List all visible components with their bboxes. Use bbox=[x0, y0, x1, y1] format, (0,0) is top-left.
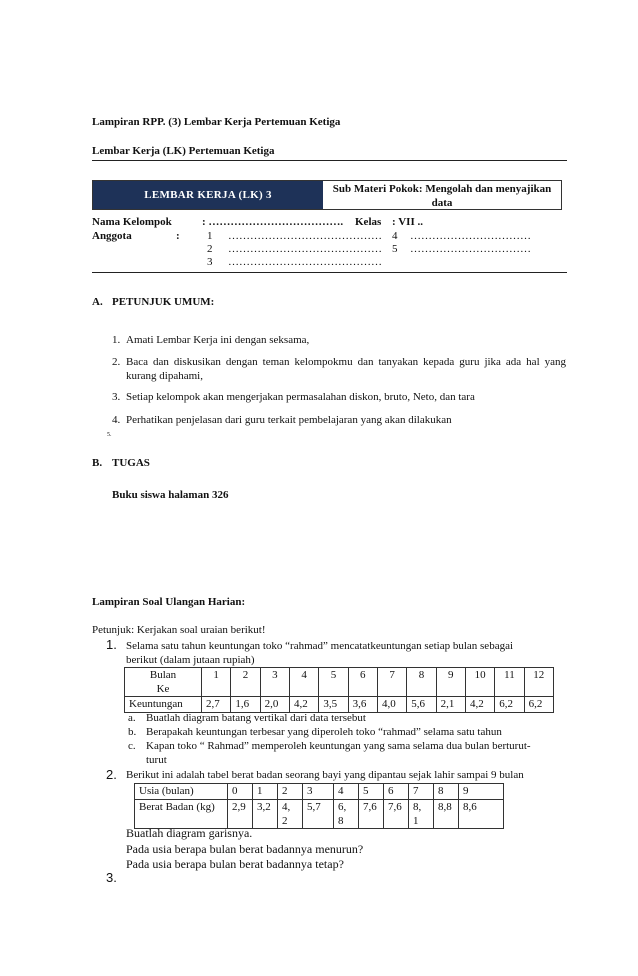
q1-sub-c-text2: turut bbox=[146, 754, 167, 766]
lk-banner-submateri bbox=[323, 181, 561, 209]
q1-value: 2,0 bbox=[260, 697, 289, 713]
q1-sub-c-text: Kapan toko “ Rahmad” memperoleh keuntungan yang sama selama dua bulan berturut- bbox=[146, 740, 531, 752]
q2-age: 7 bbox=[409, 784, 434, 800]
q1-month: 8 bbox=[407, 668, 436, 697]
q1-keuntungan-label: Keuntungan bbox=[125, 697, 202, 713]
member-4-dots: …………………………… bbox=[410, 230, 531, 242]
q1-value: 3,5 bbox=[319, 697, 348, 713]
q1-month: 10 bbox=[465, 668, 494, 697]
q2-weight: 6, 8 bbox=[334, 800, 359, 829]
q1-table bbox=[124, 667, 554, 713]
q2-berat-label: Berat Badan (kg) bbox=[135, 800, 228, 829]
petunjuk-item-4-text: Perhatikan penjelasan dari guru terkait pembelajaran yang akan dilakukan bbox=[126, 414, 452, 426]
q2-age: 6 bbox=[384, 784, 409, 800]
q2-table bbox=[134, 783, 504, 829]
section-a-letter: A. bbox=[92, 296, 103, 308]
q1-sub-a-text: Buatlah diagram batang vertikal dari data tersebut bbox=[146, 712, 366, 724]
q2-age: 8 bbox=[434, 784, 459, 800]
q2-weight: 2,9 bbox=[228, 800, 253, 829]
petunjuk-item-2-text: Baca dan diskusikan dengan teman kelompokmu dan tanyakan kepada guru jika ada hal yang bbox=[126, 356, 566, 368]
q1-sub-c-letter: c. bbox=[128, 740, 136, 752]
q2-question-b: Pada usia berapa bulan berat badannya menurun? bbox=[126, 842, 364, 856]
nama-kelompok-label: Nama Kelompok bbox=[92, 216, 172, 228]
q1-sub-b-letter: b. bbox=[128, 726, 137, 738]
lk-banner bbox=[92, 180, 562, 210]
q1-month: 1 bbox=[202, 668, 231, 697]
member-5-dots: …………………………… bbox=[410, 243, 531, 255]
petunjuk-item-1-num: 1. bbox=[112, 334, 121, 346]
q2-weight: 4, 2 bbox=[278, 800, 303, 829]
q2-weight: 3,2 bbox=[253, 800, 278, 829]
member-2-dots: …………………………………… bbox=[228, 243, 382, 255]
petunjuk-item-3-num: 3. bbox=[112, 391, 121, 403]
soal-title: Lampiran Soal Ulangan Harian: bbox=[92, 596, 246, 608]
q1-bulan-label: Bulan Ke bbox=[125, 668, 202, 697]
q2-weight: 7,6 bbox=[384, 800, 409, 829]
q3-num: 3. bbox=[106, 870, 117, 885]
q1-value: 2,1 bbox=[436, 697, 465, 713]
q1-value: 3,6 bbox=[348, 697, 377, 713]
nama-kelompok-value: : ………………………………. bbox=[202, 216, 344, 228]
q1-month: 2 bbox=[231, 668, 260, 697]
petunjuk-item-1-text: Amati Lembar Kerja ini dengan seksama, bbox=[126, 334, 310, 346]
kelas-value: : VII .. bbox=[392, 216, 423, 228]
q1-month: 7 bbox=[377, 668, 406, 697]
header-divider bbox=[92, 160, 567, 161]
submateri-line1: Sub Materi Pokok: Mengolah dan menyajikan bbox=[332, 183, 552, 195]
q1-month: 4 bbox=[289, 668, 318, 697]
q2-weight: 8, 1 bbox=[409, 800, 434, 829]
page-subtitle: Lembar Kerja (LK) Pertemuan Ketiga bbox=[92, 145, 275, 157]
petunjuk-item-2-num: 2. bbox=[112, 356, 121, 368]
member-3-dots: …………………………………… bbox=[228, 256, 382, 268]
anggota-label: Anggota bbox=[92, 230, 132, 242]
section-b-text: Buku siswa halaman 326 bbox=[112, 489, 229, 501]
q1-value: 1,6 bbox=[231, 697, 260, 713]
q2-line1: Berikut ini adalah tabel berat badan seorang bayi yang dipantau sejak lahir sampai 9 bulan bbox=[126, 769, 524, 781]
q1-month: 6 bbox=[348, 668, 377, 697]
group-divider bbox=[92, 272, 567, 273]
q2-age: 1 bbox=[253, 784, 278, 800]
q2-weight: 8,8 bbox=[434, 800, 459, 829]
member-1-dots: …………………………………… bbox=[228, 230, 382, 242]
lk-banner-title: LEMBAR KERJA (LK) 3 bbox=[93, 181, 323, 209]
q2-weight: 7,6 bbox=[359, 800, 384, 829]
q1-line2: berikut (dalam jutaan rupiah) bbox=[126, 654, 255, 666]
q2-age: 9 bbox=[459, 784, 504, 800]
q1-value: 4,0 bbox=[377, 697, 406, 713]
q2-question-c: Pada usia berapa bulan berat badannya tetap? bbox=[126, 857, 344, 871]
q1-month: 12 bbox=[524, 668, 553, 697]
q2-age: 0 bbox=[228, 784, 253, 800]
q2-age: 2 bbox=[278, 784, 303, 800]
submateri-line2: data bbox=[431, 197, 453, 209]
q1-month: 11 bbox=[495, 668, 524, 697]
q2-age: 4 bbox=[334, 784, 359, 800]
q2-age: 5 bbox=[359, 784, 384, 800]
q1-value: 2,7 bbox=[202, 697, 231, 713]
q2-usia-label: Usia (bulan) bbox=[135, 784, 228, 800]
page-title: Lampiran RPP. (3) Lembar Kerja Pertemuan Ketiga bbox=[92, 116, 341, 128]
q1-num: 1. bbox=[106, 637, 117, 652]
member-3-num: 3 bbox=[207, 256, 213, 268]
q1-value: 4,2 bbox=[289, 697, 318, 713]
q1-table-row-bulan bbox=[125, 668, 554, 697]
kelas-label: Kelas bbox=[355, 216, 382, 228]
petunjuk-item-4-num: 4. bbox=[112, 414, 121, 426]
q2-question-a: Buatlah diagram garisnya. bbox=[126, 826, 253, 840]
q2-table-row-berat bbox=[135, 800, 504, 829]
q1-table-row-keuntungan bbox=[125, 697, 554, 713]
q2-weight: 8,6 bbox=[459, 800, 504, 829]
q2-table-row-usia bbox=[135, 784, 504, 800]
q2-weight: 5,7 bbox=[303, 800, 334, 829]
section-a-title: PETUNJUK UMUM: bbox=[112, 296, 215, 308]
petunjuk-item-2-text2: kurang dipahami, bbox=[126, 370, 203, 382]
q1-month: 9 bbox=[436, 668, 465, 697]
q2-age: 3 bbox=[303, 784, 334, 800]
member-4-num: 4 bbox=[392, 230, 398, 242]
anggota-colon: : bbox=[176, 230, 180, 242]
petunjuk-item-3-text: Setiap kelompok akan mengerjakan permasalahan diskon, bruto, Neto, dan tara bbox=[126, 391, 475, 403]
section-b-letter: B. bbox=[92, 457, 103, 469]
q1-value: 4,2 bbox=[465, 697, 494, 713]
soal-petunjuk: Petunjuk: Kerjakan soal uraian berikut! bbox=[92, 624, 266, 636]
q1-value: 6,2 bbox=[524, 697, 553, 713]
q1-month: 3 bbox=[260, 668, 289, 697]
q1-line1: Selama satu tahun keuntungan toko “rahmad” mencatatkeuntungan setiap bulan sebagai bbox=[126, 640, 514, 652]
q1-sub-a-letter: a. bbox=[128, 712, 136, 724]
member-1-num: 1 bbox=[207, 230, 213, 242]
q1-value: 5,6 bbox=[407, 697, 436, 713]
q1-value: 6,2 bbox=[495, 697, 524, 713]
q1-month: 5 bbox=[319, 668, 348, 697]
section-b-title: TUGAS bbox=[112, 457, 150, 469]
member-5-num: 5 bbox=[392, 243, 398, 255]
q2-num: 2. bbox=[106, 767, 117, 782]
petunjuk-item-5-num: 5. bbox=[107, 432, 112, 438]
member-2-num: 2 bbox=[207, 243, 213, 255]
q1-sub-b-text: Berapakah keuntungan terbesar yang diperoleh toko “rahmad” selama satu tahun bbox=[146, 726, 502, 738]
